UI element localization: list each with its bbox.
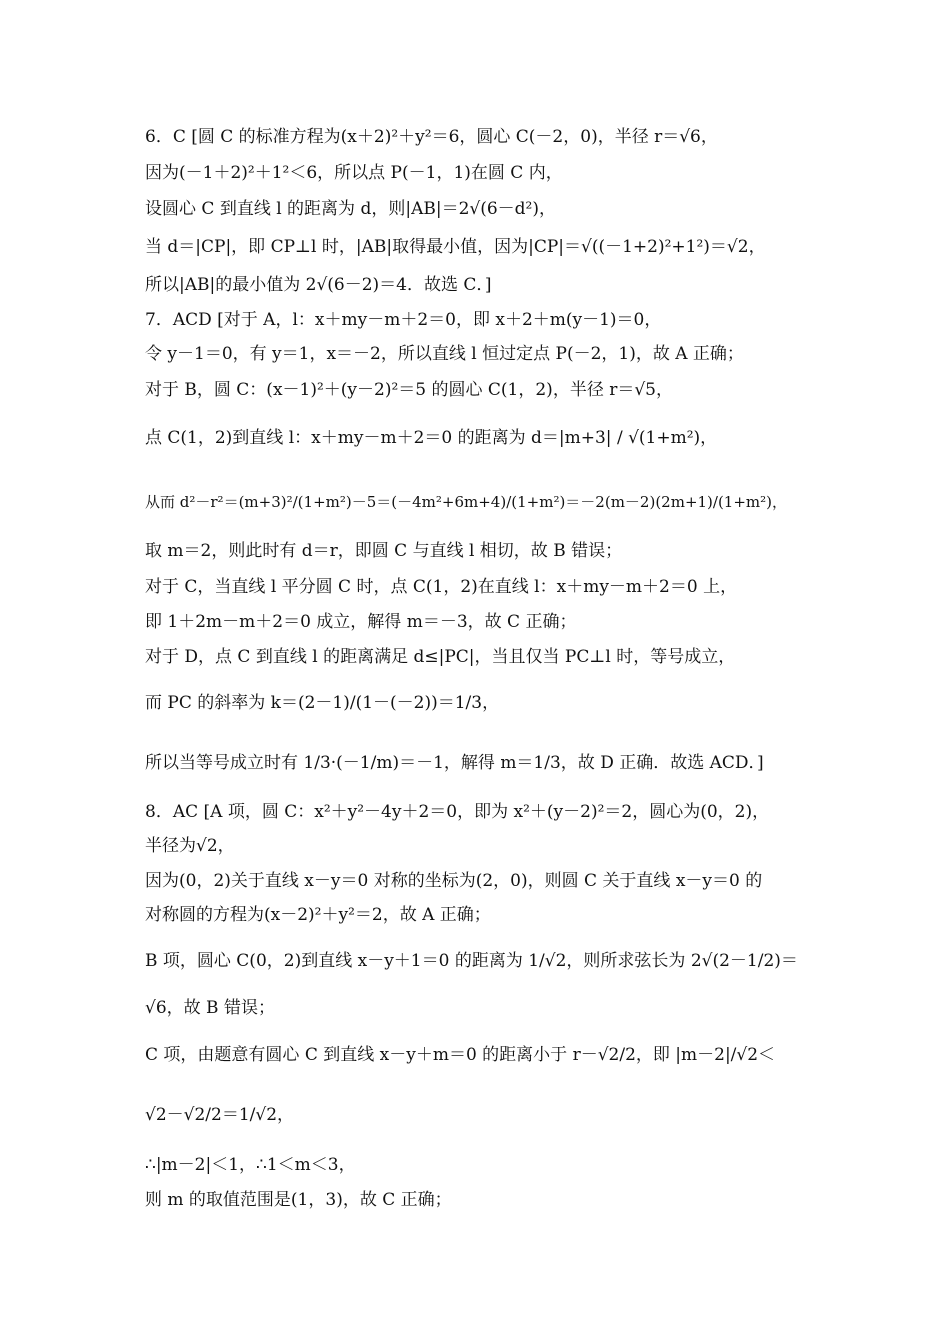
line-19: 因为(0，2)关于直线 x－y＝0 对称的坐标为(2，0)，则圆 C 关于直线 x－y＝0 的 — [145, 871, 763, 891]
line-17: 8．AC [A 项，圆 C：x²＋y²－4y＋2＝0，即为 x²＋(y－2)²＝2，圆心为(0，2)， — [145, 802, 770, 822]
line-6: 7．ACD [对于 A，l：x＋my－m＋2＝0，即 x＋2＋m(y－1)＝0， — [145, 310, 662, 330]
line-16: 所以当等号成立时有 1/3·(－1/m)＝－1，解得 m＝1/3，故 D 正确．故选 ACD．] — [145, 753, 764, 773]
line-9: 点 C(1，2)到直线 l：x＋my－m＋2＝0 的距离为 d＝|m+3| / √(1+m²)， — [145, 428, 718, 448]
line-25: ∴|m－2|＜1，∴1＜m＜3， — [145, 1155, 356, 1175]
line-1: 6．C [圆 C 的标准方程为(x＋2)²＋y²＝6，圆心 C(－2，0)，半径 r＝√6， — [145, 127, 718, 147]
line-3: 设圆心 C 到直线 l 的距离为 d，则|AB|＝2√(6－d²)， — [145, 199, 556, 219]
line-13: 即 1＋2m－m＋2＝0 成立，解得 m＝－3，故 C 正确； — [145, 612, 577, 632]
line-14: 对于 D，点 C 到直线 l 的距离满足 d≤|PC|，当且仅当 PC⊥l 时，等号成立， — [145, 647, 736, 667]
line-22: √6，故 B 错误； — [145, 998, 275, 1018]
line-7: 令 y－1＝0，有 y＝1，x＝－2，所以直线 l 恒过定点 P(－2，1)，故 A 正确； — [145, 344, 744, 364]
line-2: 因为(－1＋2)²＋1²＜6，所以点 P(－1，1)在圆 C 内， — [145, 163, 563, 183]
line-12: 对于 C，当直线 l 平分圆 C 时，点 C(1，2)在直线 l：x＋my－m＋2＝0 上， — [145, 577, 738, 597]
line-4: 当 d＝|CP|，即 CP⊥l 时，|AB|取得最小值，因为|CP|＝√((－1+2)²+1²)＝√2， — [145, 237, 766, 257]
line-5: 所以|AB|的最小值为 2√(6－2)＝4．故选 C．] — [145, 275, 492, 295]
line-26: 则 m 的取值范围是(1，3)，故 C 正确； — [145, 1190, 452, 1210]
line-11: 取 m＝2，则此时有 d＝r，即圆 C 与直线 l 相切，故 B 错误； — [145, 541, 623, 561]
line-8: 对于 B，圆 C：(x－1)²＋(y－2)²＝5 的圆心 C(1，2)，半径 r＝√5， — [145, 380, 673, 400]
line-15: 而 PC 的斜率为 k＝(2－1)/(1－(－2))＝1/3， — [145, 693, 500, 713]
line-21: B 项，圆心 C(0，2)到直线 x－y＋1＝0 的距离为 1/√2，则所求弦长为 2√(2－1/2)＝ — [145, 951, 798, 971]
line-24: √2－√2/2＝1/√2， — [145, 1105, 295, 1125]
line-18: 半径为√2， — [145, 836, 235, 856]
line-23: C 项，由题意有圆心 C 到直线 x－y＋m＝0 的距离小于 r－√2/2，即 |m－2|/√2＜ — [145, 1045, 776, 1065]
line-20: 对称圆的方程为(x－2)²＋y²＝2，故 A 正确； — [145, 905, 491, 925]
line-10: 从而 d²－r²＝(m+3)²/(1+m²)－5＝(－4m²+6m+4)/(1+m²)＝－2(m－2)(2m+1)/(1+m²)， — [145, 493, 788, 511]
